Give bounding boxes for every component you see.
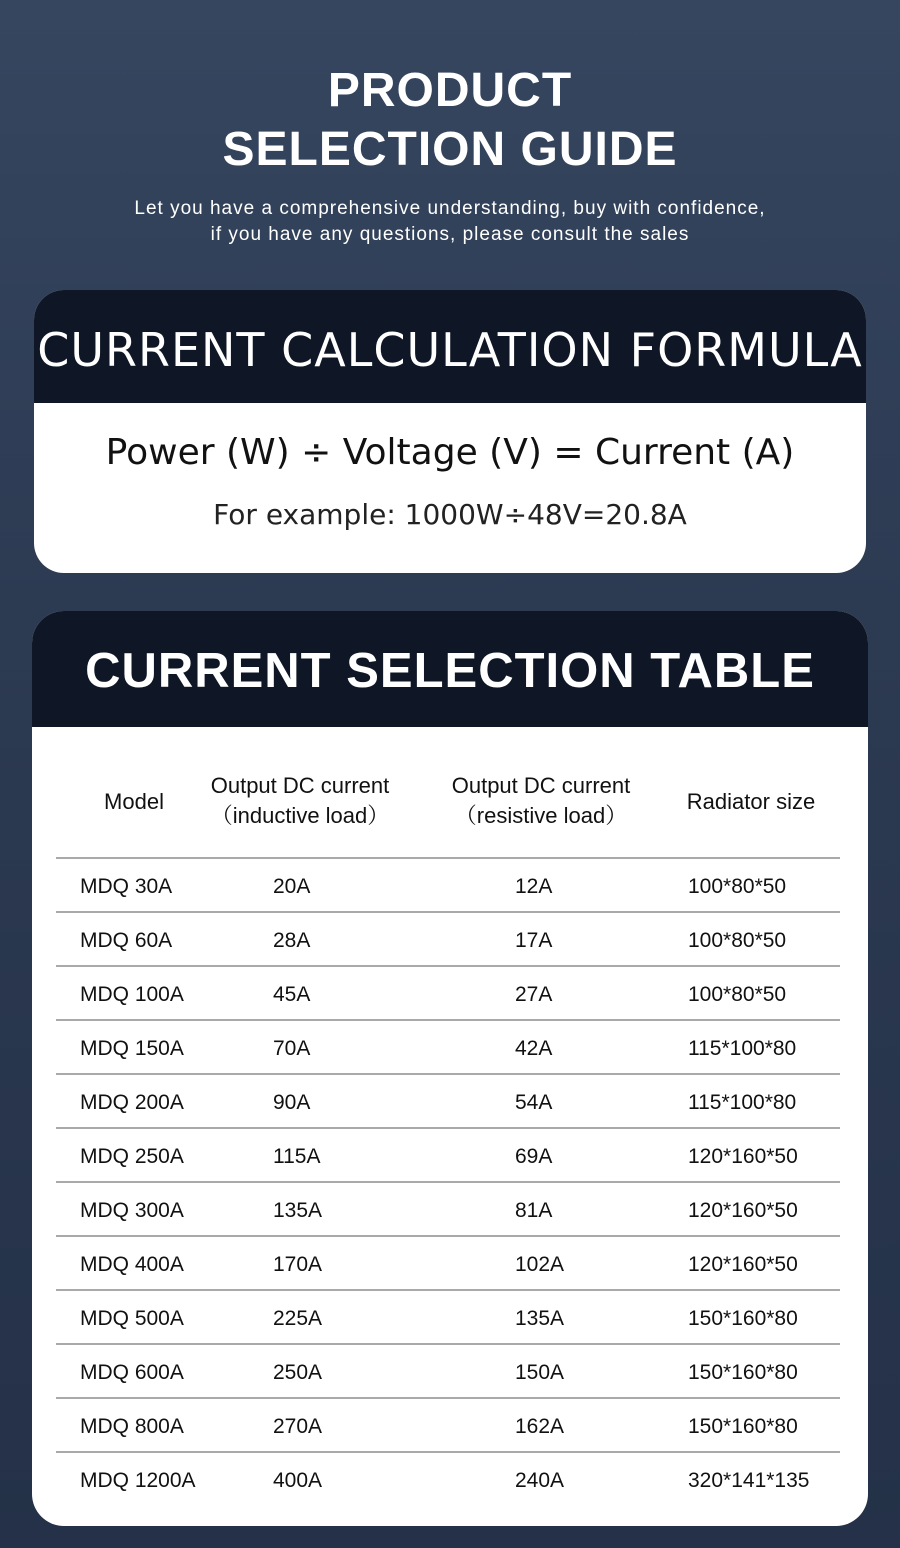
cell-resistive: 17A <box>515 929 553 952</box>
column-header-resistive <box>430 771 652 831</box>
cell-radiator: 115*100*80 <box>688 1037 797 1060</box>
page-title-line-2: SELECTION GUIDE <box>222 123 678 176</box>
column-header-inductive-line-1: Output DC current <box>210 773 390 798</box>
formula-title: CURRENT CALCULATION FORMULA <box>37 323 863 377</box>
cell-model: MDQ 800A <box>80 1415 184 1438</box>
cell-resistive: 54A <box>515 1091 553 1114</box>
table-row <box>56 1343 840 1397</box>
table-body <box>56 857 840 1505</box>
cell-model: MDQ 100A <box>80 983 184 1006</box>
cell-model: MDQ 30A <box>80 875 173 898</box>
cell-inductive: 270A <box>273 1415 323 1438</box>
table-row <box>56 1181 840 1235</box>
cell-inductive: 225A <box>273 1307 323 1330</box>
cell-radiator: 150*160*80 <box>688 1361 798 1384</box>
cell-resistive: 12A <box>515 875 553 898</box>
cell-model: MDQ 300A <box>80 1199 184 1222</box>
cell-inductive: 45A <box>273 983 311 1006</box>
cell-radiator: 100*80*50 <box>688 983 787 1006</box>
table-row <box>56 857 840 911</box>
page-subtitle-line-1: Let you have a comprehensive understanding, buy with confidence, <box>134 198 766 219</box>
formula-text: Power (W) ÷ Voltage (V) = Current (A) <box>105 432 795 473</box>
cell-inductive: 20A <box>273 875 311 898</box>
cell-inductive: 400A <box>273 1469 323 1492</box>
column-header-radiator-label: Radiator size <box>686 789 816 814</box>
cell-inductive: 115A <box>273 1145 321 1168</box>
cell-model: MDQ 500A <box>80 1307 184 1330</box>
cell-radiator: 100*80*50 <box>688 875 787 898</box>
table-row <box>56 1127 840 1181</box>
cell-resistive: 42A <box>515 1037 553 1060</box>
table-row <box>56 965 840 1019</box>
column-header-radiator <box>666 787 836 817</box>
cell-radiator: 150*160*80 <box>688 1307 798 1330</box>
cell-model: MDQ 400A <box>80 1253 184 1276</box>
formula-card-header <box>34 290 866 403</box>
cell-inductive: 70A <box>273 1037 311 1060</box>
table-row <box>56 1019 840 1073</box>
formula-card <box>34 290 866 573</box>
cell-resistive: 27A <box>515 983 553 1006</box>
page-title-line-1: PRODUCT <box>327 64 573 117</box>
column-header-inductive <box>190 771 410 831</box>
selection-table-header <box>32 611 868 727</box>
cell-model: MDQ 1200A <box>80 1469 196 1492</box>
cell-radiator: 120*160*50 <box>688 1199 798 1222</box>
formula-example: For example: 1000W÷48V=20.8A <box>213 498 687 531</box>
table-row <box>56 1397 840 1451</box>
cell-inductive: 250A <box>273 1361 323 1384</box>
cell-resistive: 81A <box>515 1199 553 1222</box>
selection-table-title: CURRENT SELECTION TABLE <box>85 644 815 698</box>
cell-radiator: 320*141*135 <box>688 1469 810 1492</box>
cell-radiator: 150*160*80 <box>688 1415 798 1438</box>
cell-resistive: 240A <box>515 1469 565 1492</box>
cell-resistive: 162A <box>515 1415 565 1438</box>
cell-resistive: 150A <box>515 1361 565 1384</box>
table-row <box>56 911 840 965</box>
cell-inductive: 90A <box>273 1091 311 1114</box>
cell-resistive: 102A <box>515 1253 565 1276</box>
cell-model: MDQ 600A <box>80 1361 184 1384</box>
cell-model: MDQ 60A <box>80 929 173 952</box>
cell-radiator: 115*100*80 <box>688 1091 797 1114</box>
cell-radiator: 120*160*50 <box>688 1253 798 1276</box>
column-header-inductive-line-2: （inductive load） <box>210 803 390 828</box>
cell-inductive: 135A <box>273 1199 323 1222</box>
column-header-model <box>84 787 184 817</box>
selection-table-card <box>32 611 868 1526</box>
cell-inductive: 28A <box>273 929 311 952</box>
cell-resistive: 135A <box>515 1307 565 1330</box>
cell-radiator: 100*80*50 <box>688 929 787 952</box>
page-subtitle-line-2: if you have any questions, please consult the sales <box>210 224 690 245</box>
column-header-model-label: Model <box>104 789 164 814</box>
cell-inductive: 170A <box>273 1253 323 1276</box>
table-row <box>56 1073 840 1127</box>
cell-resistive: 69A <box>515 1145 553 1168</box>
cell-radiator: 120*160*50 <box>688 1145 798 1168</box>
cell-model: MDQ 200A <box>80 1091 184 1114</box>
table-row <box>56 1451 840 1505</box>
table-row <box>56 1289 840 1343</box>
cell-model: MDQ 150A <box>80 1037 184 1060</box>
cell-model: MDQ 250A <box>80 1145 184 1168</box>
column-header-resistive-line-1: Output DC current <box>451 773 631 798</box>
column-header-resistive-line-2: （resistive load） <box>454 803 628 828</box>
table-row <box>56 1235 840 1289</box>
